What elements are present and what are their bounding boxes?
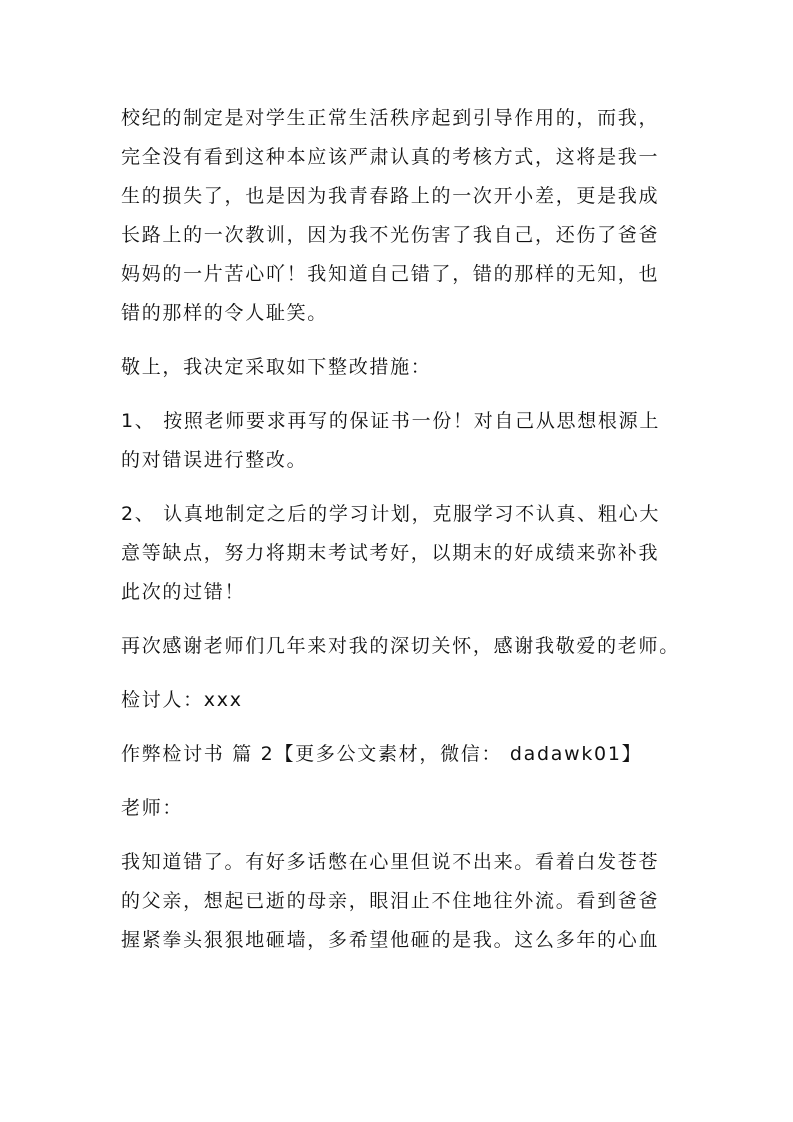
section-heading: 作弊检讨书 篇 2【更多公文素材，微信： dadawk01】 <box>121 743 643 765</box>
list-item-line: 2、 认真地制定之后的学习计划，克服学习不认真、粗心大 <box>121 503 661 525</box>
list-item-line: 意等缺点，努力将期末考试考好，以期末的好成绩来弥补我 <box>121 542 660 564</box>
paragraph-line: 错的那样的令人耻笑。 <box>121 302 329 324</box>
list-item-line: 的对错误进行整改。 <box>121 449 308 471</box>
section-intro-line: 敬上，我决定采取如下整改措施： <box>121 356 432 378</box>
paragraph-line: 我知道错了。有好多话憋在心里但说不出来。看着白发苍苍 <box>121 851 660 873</box>
signature-line: 检讨人：xxx <box>121 689 243 711</box>
salutation-line: 老师： <box>121 797 184 819</box>
paragraph-line: 的父亲，想起已逝的母亲，眼泪止不住地往外流。看到爸爸 <box>121 890 660 912</box>
paragraph-line: 握紧拳头狠狠地砸墙，多希望他砸的是我。这么多年的心血 <box>121 929 660 951</box>
paragraph-line: 完全没有看到这种本应该严肃认真的考核方式，这将是我一 <box>121 146 660 168</box>
paragraph-line: 校纪的制定是对学生正常生活秩序起到引导作用的，而我， <box>121 107 660 129</box>
closing-line: 再次感谢老师们几年来对我的深切关怀，感谢我敬爱的老师。 <box>121 635 680 657</box>
paragraph-line: 长路上的一次教训，因为我不光伤害了我自己，还伤了爸爸 <box>121 224 660 246</box>
paragraph-line: 生的损失了，也是因为我青春路上的一次开小差，更是我成 <box>121 185 660 207</box>
list-item-line: 此次的过错！ <box>121 581 246 603</box>
paragraph-line: 妈妈的一片苦心吖！我知道自己错了，错的那样的无知，也 <box>121 263 660 285</box>
list-item-line: 1、 按照老师要求再写的保证书一份！对自己从思想根源上 <box>121 410 661 432</box>
